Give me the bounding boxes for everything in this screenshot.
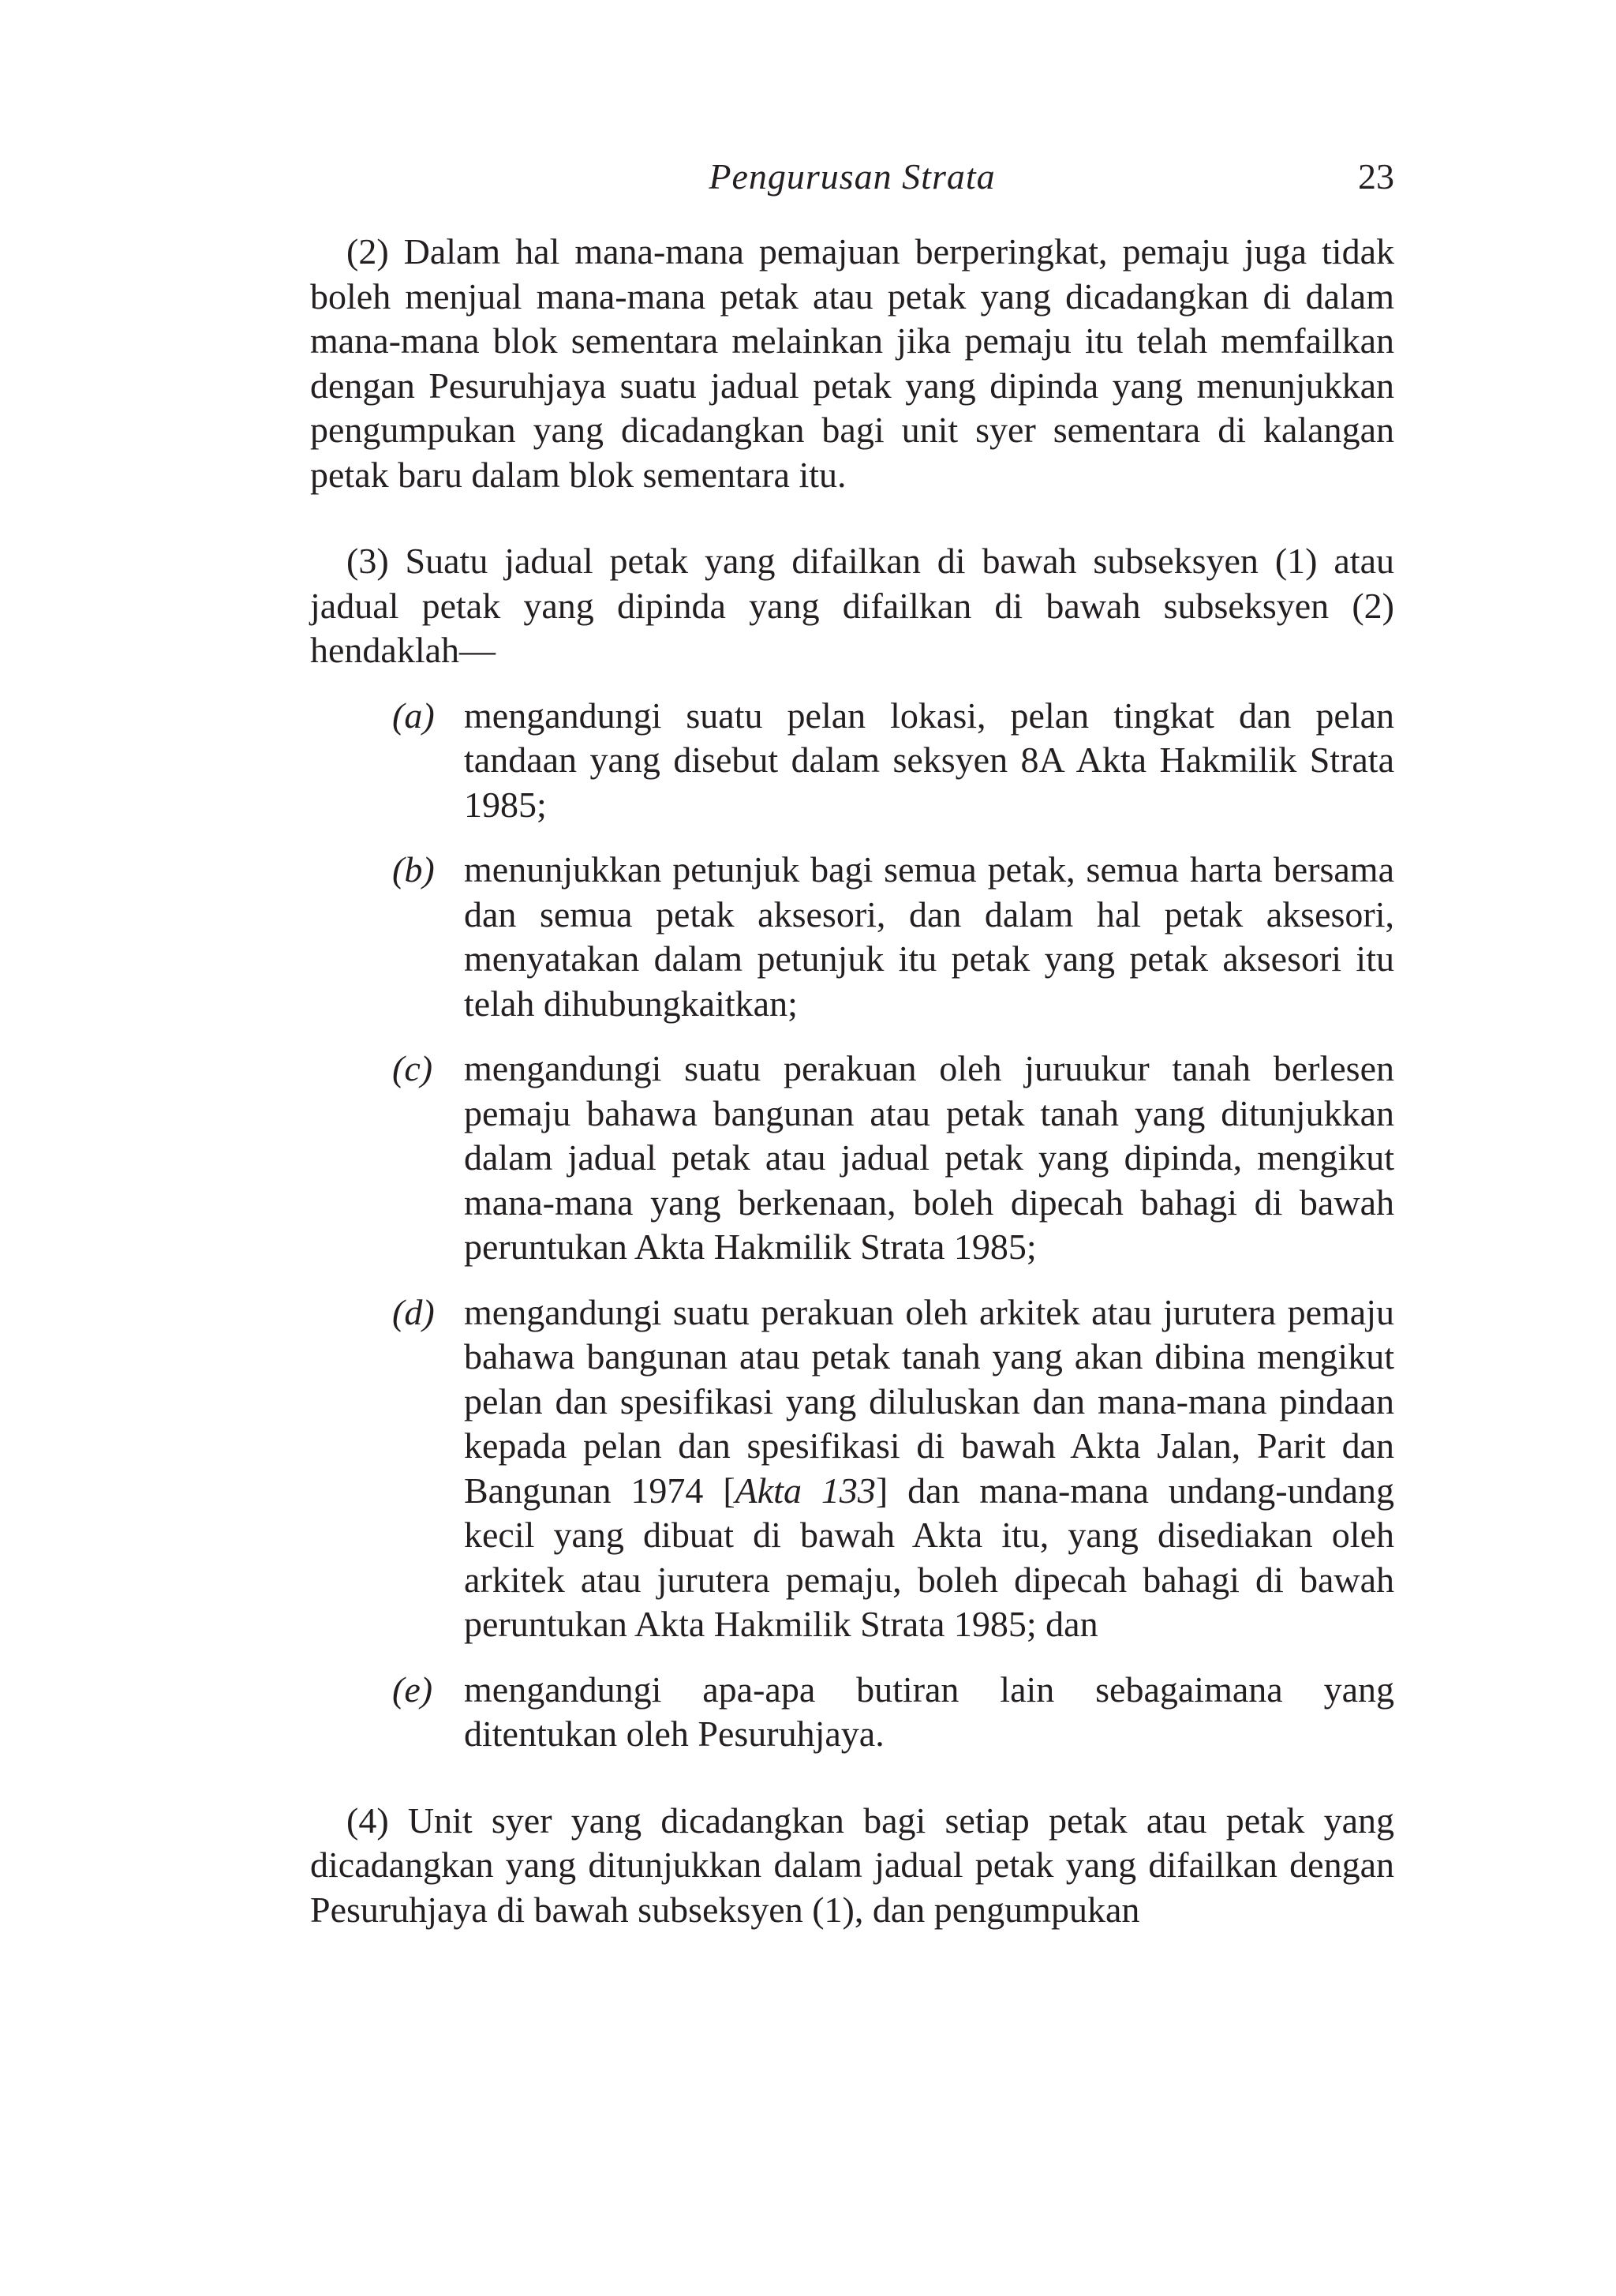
item-text-a-smallcaps: A (1038, 740, 1065, 780)
item-text-e: mengandungi apa-apa butiran lain sebagaimana yang ditentukan oleh Pesuruhjaya. (464, 1669, 1394, 1754)
item-text-a-part2: Akta Hakmilik Strata 1985; (464, 740, 1394, 825)
item-label-e: (e) (392, 1669, 433, 1710)
list-item-e (310, 1668, 1394, 1757)
paragraph-gap (310, 497, 1394, 539)
item-label-b: (b) (392, 849, 435, 890)
document-page (310, 155, 1394, 1932)
item-label-c: (c) (392, 1048, 433, 1088)
list-item-a (310, 694, 1394, 828)
item-text-d-italic: Akta 133 (735, 1470, 876, 1511)
item-label-a: (a) (392, 695, 435, 736)
paragraph-subsection-3-intro: (3) Suatu jadual petak yang difailkan di bawah subseksyen (1) atau jadual petak yang dipinda yang difailkan di bawah subseksyen (2) hendaklah— (310, 541, 1394, 670)
page-number: 23 (1358, 156, 1394, 197)
item-text-d-part2: ] dan mana-mana undang-undang kecil yang dibuat di bawah Akta itu, yang disediakan oleh arkitek atau jurutera pemaju, boleh dipecah bahagi di bawah peruntukan Akta Hakmilik Strata 1985; dan (464, 1470, 1395, 1644)
item-text-c: mengandungi suatu perakuan oleh juruukur tanah berlesen pemaju bahawa bangunan atau petak tanah yang ditunjukkan dalam jadual petak atau jadual petak yang dipinda, mengikut mana-mana yang berkenaan, boleh dipecah bahagi di bawah peruntukan Akta Hakmilik Strata 1985; (464, 1048, 1394, 1267)
item-text-a-part1: mengandungi suatu pelan lokasi, pelan tingkat dan pelan tandaan yang disebut dalam seksyen 8 (464, 695, 1394, 780)
item-text-b: menunjukkan petunjuk bagi semua petak, semua harta bersama dan semua petak aksesori, dan dalam hal petak aksesori, menyatakan dalam petunjuk itu petak yang petak aksesori itu telah dihubungkaitkan; (464, 849, 1394, 1024)
list-item-c (310, 1047, 1394, 1270)
item-label-d: (d) (392, 1291, 435, 1332)
subsection-3-item-list (310, 694, 1394, 1757)
page-header (310, 155, 1394, 210)
paragraph-subsection-4: (4) Unit syer yang dicadangkan bagi setiap petak atau petak yang dicadangkan yang ditunjukkan dalam jadual petak yang difailkan dengan Pesuruhjaya di bawah subseksyen (1), dan pengumpukan (310, 1800, 1394, 1930)
running-title: Pengurusan Strata (709, 156, 996, 197)
list-item-d (310, 1290, 1394, 1647)
item-text-d-part1: mengandungi suatu perakuan oleh arkitek atau jurutera pemaju bahawa bangunan atau petak tanah yang akan dibina mengikut pelan dan spesifikasi yang diluluskan dan mana-mana pindaan kepada pelan dan spesifikasi di bawah Akta Jalan, Parit dan Bangunan 1974 [ (464, 1291, 1394, 1511)
paragraph-gap (310, 1757, 1394, 1799)
list-item-b (310, 848, 1394, 1026)
paragraph-subsection-2: (2) Dalam hal mana-mana pemajuan berperingkat, pemaju juga tidak boleh menjual mana-mana petak atau petak yang dicadangkan di dalam mana-mana blok sementara melainkan jika pemaju itu telah memfailkan dengan Pesuruhjaya suatu jadual petak yang dipinda yang menunjukkan pengumpukan yang dicadangkan bagi unit syer sementara di kalangan petak baru dalam blok sementara itu. (310, 231, 1394, 495)
